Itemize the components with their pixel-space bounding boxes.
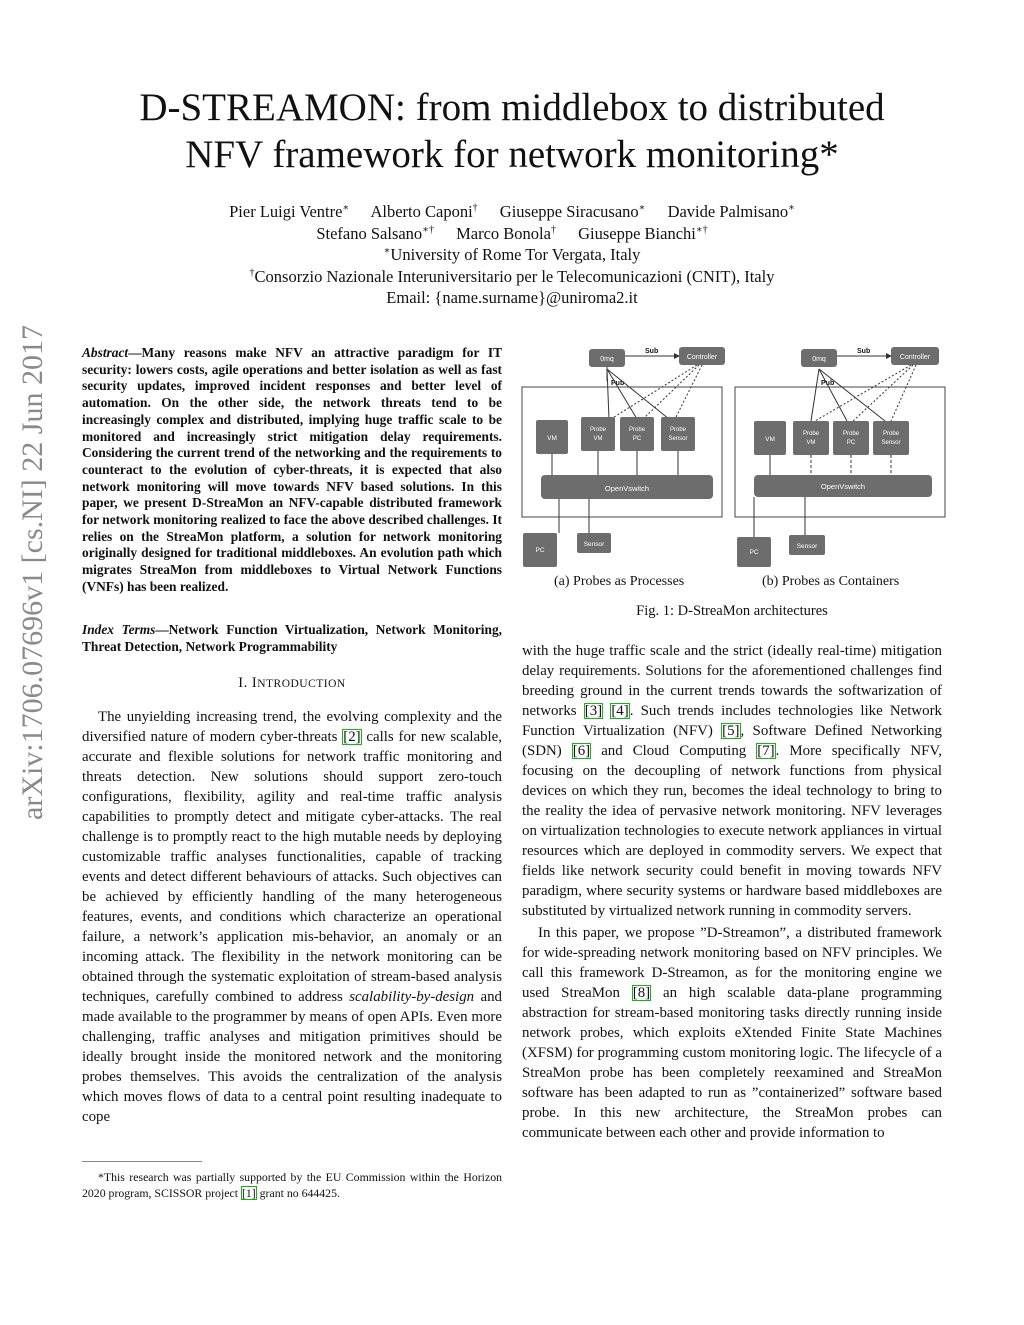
ctrl-link-3 [675, 365, 702, 419]
author-name: Alberto Caponi [370, 202, 473, 221]
title-line-2: NFV framework for network monitoring* [185, 133, 839, 176]
probe-vm-label-b1: Probe [802, 431, 820, 437]
text-run: calls for new scalable, accurate and flexible solutions for network traffic monitoring and threats detection. New solutions should support zero-touch configurations, flexibility, agility and real-time traffic analysis capabilities to promptly detect and mitigate cyber-attacks. The real challenge is to promptly react to the high mutable needs by deploying customizable traffic analyses functionalities, capable of tracking events and detect different behaviours of attacks. Such objectives can be achieved by efficiently handling of the many heterogeneous features, events, and conditions which characterize an operational failure, a network’s application mis-behavior, an anomaly or an incoming attack. The flexibility in the network monitoring can be obtained through the systematic exploitation of stream-based analysis techniques, carefully combined to address [82, 729, 502, 1005]
probe-sensor-box-a [661, 417, 695, 451]
citation-link[interactable]: [5] [722, 723, 740, 739]
probe-sensor-label-1: Probe [669, 427, 687, 433]
pub-link-1 [607, 369, 609, 419]
ctrl-link-2 [643, 365, 699, 419]
paper-title [0, 84, 1024, 178]
text-run: In this paper, we propose ”D-Streamon”, a distributed framework for wide-spreading network monitoring based on NFV principles. We call this framework D-Streamon, as for the monitoring engine we used StreaMon [522, 925, 942, 1001]
author-name: Marco Bonola [456, 223, 551, 243]
author-line-2 [0, 223, 1024, 245]
zmq-label-a: 0mq [600, 356, 614, 363]
paragraph [522, 923, 942, 1143]
probe-pc-box-b [833, 421, 869, 455]
abstract-label: Abstract [82, 345, 129, 360]
sensor-label-b: Sensor [796, 543, 818, 550]
footnote-rule [82, 1161, 202, 1162]
abstract-text: —Many reasons make NFV an attractive paradigm for IT security: lowers costs, agile operations and better isolation as well as fast security updates, improved incident responses and better level of automation. On the other side, the network threats tend to be increasingly complex and distributed, implying huge traffic scale to be monitored and increasingly strict mitigation delay requirements. Considering the current trend of the networking and the requirements to counteract to the evolution of cyber-threats, it is expected that also network monitoring will move towards NFV based solutions. In this paper, we present D-StreaMon an NFV-capable distributed framework for network monitoring realized to face the above described challenges. It relies on the StreaMon platform, a solution for network monitoring originally designed for traditional middleboxes. An evolution path which migrates StreaMon from middleboxes to Virtual Network Functions (VNFs) has been realized. [82, 345, 502, 594]
probe-vm-label-2: VM [593, 436, 603, 442]
pub-link-b2 [819, 369, 847, 421]
author-name: Davide Palmisano [667, 202, 789, 221]
abstract [82, 345, 502, 596]
citation-link[interactable]: [2] [343, 729, 361, 745]
sub-label-a: Sub [645, 348, 659, 355]
pub-link-2 [607, 369, 637, 419]
affiliation-2 [0, 266, 1024, 288]
probe-pc-label-1: Probe [628, 427, 646, 433]
right-column-text [522, 641, 942, 1143]
citation-link[interactable]: [7] [757, 743, 775, 759]
pub-link-b1 [811, 369, 819, 421]
author-mark: ∗ [638, 202, 646, 214]
text-run: *This research was partially supported by the EU Commission within the Horizon 2020 program, SCISSOR project [82, 1170, 502, 1200]
zmq-label-b: 0mq [812, 356, 826, 363]
ovs-label-b: OpenVswitch [820, 482, 866, 491]
paragraph [522, 641, 942, 921]
pub-link-b3 [819, 369, 885, 421]
pc-label-b: PC [749, 549, 759, 556]
section-numeral: I. [238, 675, 248, 691]
pc-label-a: PC [535, 547, 545, 554]
ovs-label-a: OpenVswitch [604, 484, 650, 493]
diagram-a [522, 347, 725, 567]
author-block [0, 201, 1024, 309]
author-mark: ∗ [788, 202, 795, 214]
emphasis-text: scalability-by-design [349, 989, 475, 1005]
architecture-figure [519, 341, 955, 599]
affiliation-text: Consorzio Nazionale Interuniversitario per le Telecomunicazioni (CNIT), Italy [254, 266, 775, 286]
author-mark: ∗† [422, 224, 434, 235]
text-run: with the huge traffic scale and the strict (ideally real-time) mitigation delay requirements. Solutions for the aforementioned challenges find breeding ground in the current trends towards the softwarization of networks [522, 643, 942, 719]
ctrl-link-b1 [815, 365, 911, 421]
diagram-b [735, 347, 945, 567]
sensor-label-a: Sensor [583, 541, 605, 548]
pub-link-3 [607, 369, 669, 419]
citation-link[interactable]: [8] [632, 985, 651, 1001]
text-run: , Software Defined Networking (SDN) [522, 723, 942, 759]
text-run: . Such trends includes technologies like Network Function Virtualization (NFV) [522, 703, 943, 739]
author-name: Stefano Salsano [316, 223, 423, 243]
title-line-1: D-STREAMON: from middlebox to distributed [139, 86, 885, 129]
probe-sensor-label-b1: Probe [882, 431, 900, 437]
subcaption-b: (b) Probes as Containers [762, 574, 900, 589]
ctrl-link-b2 [853, 365, 913, 421]
text-run: . More specifically NFV, focusing on the decoupling of network functions from physical devices on which they run, becomes the ideal technology to bring to the reality the idea of pervasive network monitoring. NFV leverages on virtualization technologies to execute network appliances in virtual resources which are deployed in commodity servers. We expect that fields like network security could benefit in moving towards NFV paradigm, where security systems or hardware based middleboxes are substituted by virtualized network running in commodity servers. [522, 743, 942, 919]
architecture-diagram [519, 341, 955, 599]
author-mark: † [550, 224, 556, 235]
vm-label-a: VM [547, 435, 557, 442]
probe-vm-box-a [581, 417, 615, 451]
subcaption-a: (a) Probes as Processes [554, 574, 685, 589]
citation-link[interactable]: [1] [241, 1185, 256, 1200]
probe-pc-label-b1: Probe [842, 431, 860, 437]
index-terms-label: Index Terms [82, 622, 156, 637]
probe-pc-box-a [620, 417, 654, 451]
probe-pc-label-2: PC [632, 436, 642, 442]
footnote [82, 1170, 502, 1201]
section-title-initial: I [251, 675, 258, 691]
figure-caption: Fig. 1: D-StreaMon architectures [636, 603, 828, 619]
probe-vm-label-1: Probe [589, 427, 607, 433]
author-mark: ∗ [342, 202, 350, 214]
sub-label-b: Sub [857, 348, 871, 355]
pub-label-b: Pub [821, 380, 835, 387]
author-line-1 [0, 201, 1024, 223]
citation-link[interactable]: [6] [572, 743, 591, 759]
index-terms [82, 622, 502, 655]
probe-vm-box-b [793, 421, 829, 455]
probe-sensor-box-b [873, 421, 909, 455]
affiliation-mark: ∗ [383, 245, 391, 257]
citation-link[interactable]: [3] [584, 703, 603, 719]
pub-label-a: Pub [611, 380, 625, 387]
author-email: Email: {name.surname}@uniroma2.it [386, 288, 638, 307]
probe-sensor-label-2: Sensor [668, 436, 688, 442]
author-name: Pier Luigi Ventre [229, 202, 343, 221]
ctrl-link-1 [611, 365, 697, 419]
section-title-rest: NTRODUCTION [257, 678, 346, 690]
author-name: Giuseppe Siracusano [499, 202, 639, 221]
probe-sensor-label-b2: Sensor [881, 440, 901, 446]
probe-pc-label-b2: PC [846, 440, 856, 446]
probe-vm-label-b2: VM [806, 440, 816, 446]
text-run: and made available to the programmer by means of open APIs. Even more challenging, traffic analyses and mitigation primitives should be ideally brought inside the monitored network and the monitoring probes themselves. This avoids the centralization of the analysis which moves flows of data to a central point resulting inadequate to cope [82, 989, 502, 1125]
affiliation-mark: † [249, 267, 255, 278]
controller-label-b: Controller [899, 354, 931, 361]
controller-label-a: Controller [686, 354, 718, 361]
citation-link[interactable]: [4] [611, 703, 629, 719]
author-name: Giuseppe Bianchi [578, 223, 696, 243]
text-run: grant no 644425. [256, 1185, 340, 1200]
affiliation-1 [0, 244, 1024, 266]
text-run: The unyielding increasing trend, the evolving complexity and the diversified nature of modern cyber-threats [82, 709, 502, 745]
affiliation-text: University of Rome Tor Vergata, Italy [390, 245, 641, 264]
intro-paragraph [82, 707, 502, 1127]
index-terms-text: —Network Function Virtualization, Network Monitoring, Threat Detection, Network Programmability [82, 622, 502, 654]
text-run: and Cloud Computing [591, 743, 757, 759]
section-heading-introduction [82, 675, 502, 692]
text-run: an high scalable data-plane programming abstraction for stream-based monitoring tasks directly running inside network probes, which exploits eXtended Finite State Machines (XFSM) for programming custom monitoring logic. The lifecycle of a StreaMon probe has been completely reexamined and StreaMon software has been adapted to run as ”containerized” software based probe. In this new architecture, the StreaMon probes can communicate between each other and provide information to [522, 985, 943, 1141]
arxiv-stamp: arXiv:1706.07696v1 [cs.NI] 22 Jun 2017 [16, 325, 49, 820]
author-mark: ∗† [695, 224, 708, 235]
author-mark: † [472, 202, 478, 214]
vm-label-b: VM [765, 436, 775, 443]
